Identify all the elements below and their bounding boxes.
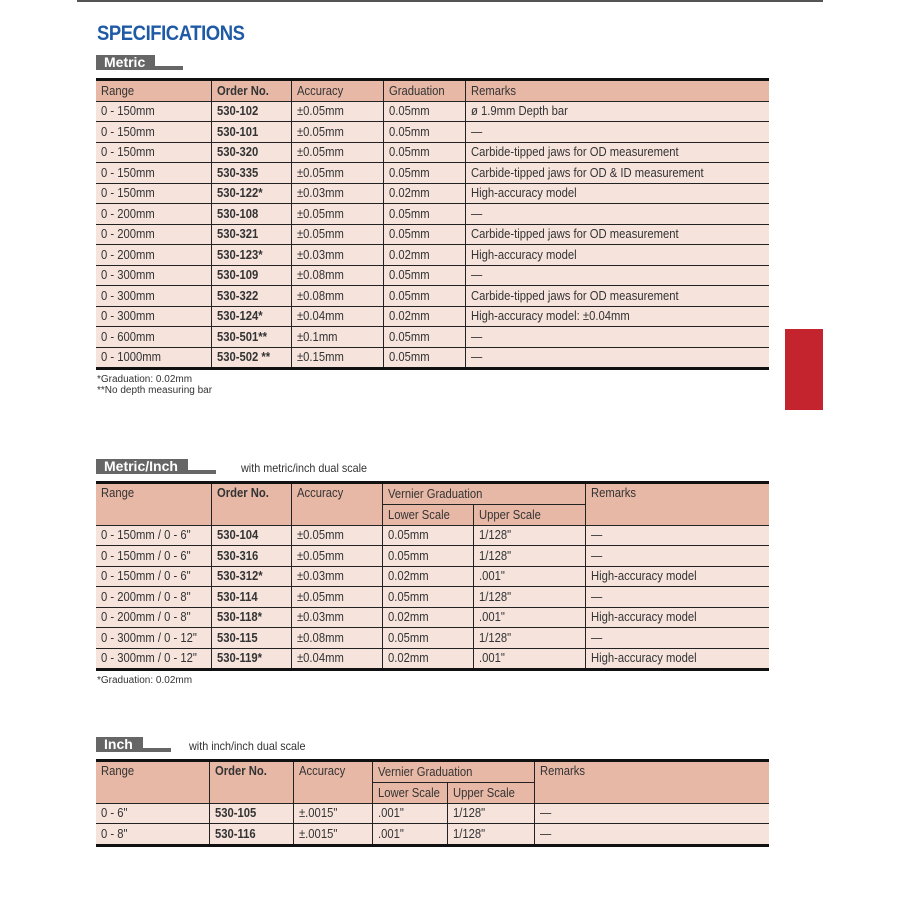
cell-range: 0 - 150mm / 0 - 6" [96, 546, 211, 567]
header-remarks: Remarks [465, 80, 769, 102]
table-row [96, 101, 769, 122]
table-row [96, 648, 769, 670]
cell-order-no: 530-316 [211, 546, 291, 567]
cell-lower-scale: 0.05mm [382, 546, 473, 567]
cell-remarks: High-accuracy model: ±0.04mm [465, 306, 769, 327]
cell-order-no: 530-101 [211, 122, 291, 143]
cell-order-no: 530-312* [211, 566, 291, 587]
cell-accuracy: ±0.03mm [291, 183, 383, 204]
cell-order-no: 530-102 [211, 101, 291, 122]
cell-accuracy: ±0.1mm [291, 327, 383, 348]
cell-remarks: High-accuracy model [465, 245, 769, 266]
cell-remarks: — [534, 803, 769, 824]
metric-inch-subtitle: with metric/inch dual scale [241, 461, 368, 475]
table-row [96, 566, 769, 587]
red-side-tab [785, 329, 823, 410]
cell-upper-scale: .001" [473, 607, 585, 628]
cell-order-no: 530-123* [211, 245, 291, 266]
metric-inch-section-tag [96, 459, 216, 474]
header-vernier-graduation: Vernier Graduation [372, 761, 534, 783]
cell-graduation: 0.05mm [383, 204, 465, 225]
cell-range: 0 - 150mm [96, 183, 211, 204]
cell-graduation: 0.02mm [383, 245, 465, 266]
cell-upper-scale: 1/128" [473, 546, 585, 567]
table-row [96, 327, 769, 348]
header-accuracy: Accuracy [293, 761, 372, 804]
cell-lower-scale: 0.05mm [382, 525, 473, 546]
table-row [96, 183, 769, 204]
cell-remarks: — [465, 327, 769, 348]
cell-accuracy: ±0.08mm [291, 265, 383, 286]
table-row [96, 824, 769, 846]
cell-order-no: 530-104 [211, 525, 291, 546]
cell-range: 0 - 300mm [96, 306, 211, 327]
cell-range: 0 - 150mm [96, 122, 211, 143]
cell-accuracy: ±0.03mm [291, 566, 382, 587]
header-vernier-graduation: Vernier Graduation [382, 483, 585, 505]
cell-remarks: — [465, 347, 769, 369]
cell-range: 0 - 200mm [96, 224, 211, 245]
cell-range: 0 - 8" [96, 824, 209, 846]
cell-accuracy: ±0.05mm [291, 142, 383, 163]
cell-graduation: 0.05mm [383, 265, 465, 286]
cell-range: 0 - 150mm / 0 - 6" [96, 525, 211, 546]
cell-accuracy: ±0.04mm [291, 648, 382, 670]
cell-accuracy: ±0.04mm [291, 306, 383, 327]
cell-range: 0 - 200mm / 0 - 8" [96, 587, 211, 608]
table-row [96, 546, 769, 567]
table-row [96, 142, 769, 163]
cell-lower-scale: 0.05mm [382, 587, 473, 608]
cell-range: 0 - 300mm [96, 286, 211, 307]
cell-upper-scale: .001" [473, 566, 585, 587]
table-row [96, 265, 769, 286]
cell-range: 0 - 150mm [96, 163, 211, 184]
metric-inch-footnotes [97, 675, 192, 686]
cell-graduation: 0.05mm [383, 122, 465, 143]
cell-remarks: Carbide-tipped jaws for OD measurement [465, 286, 769, 307]
cell-accuracy: ±0.05mm [291, 163, 383, 184]
cell-order-no: 530-321 [211, 224, 291, 245]
cell-lower-scale: .001" [372, 803, 447, 824]
cell-order-no: 530-124* [211, 306, 291, 327]
table-row [96, 224, 769, 245]
table-header-row [96, 761, 769, 783]
header-order-no: Order No. [211, 483, 291, 526]
cell-accuracy: ±.0015" [293, 803, 372, 824]
header-range: Range [96, 761, 209, 804]
cell-upper-scale: 1/128" [473, 587, 585, 608]
cell-remarks: High-accuracy model [585, 648, 769, 670]
header-order-no: Order No. [211, 80, 291, 102]
table-row [96, 628, 769, 649]
table-row [96, 587, 769, 608]
cell-order-no: 530-115 [211, 628, 291, 649]
cell-lower-scale: 0.02mm [382, 648, 473, 670]
cell-order-no: 530-322 [211, 286, 291, 307]
footnote: **No depth measuring bar [97, 385, 213, 396]
cell-remarks: — [465, 204, 769, 225]
cell-remarks: — [585, 525, 769, 546]
table-row [96, 306, 769, 327]
cell-order-no: 530-118* [211, 607, 291, 628]
cell-range: 0 - 300mm / 0 - 12" [96, 628, 211, 649]
header-remarks: Remarks [585, 483, 769, 526]
cell-accuracy: ±.0015" [293, 824, 372, 846]
cell-lower-scale: 0.02mm [382, 607, 473, 628]
top-rule [77, 0, 823, 2]
cell-range: 0 - 150mm / 0 - 6" [96, 566, 211, 587]
cell-graduation: 0.05mm [383, 327, 465, 348]
cell-order-no: 530-501** [211, 327, 291, 348]
cell-remarks: — [585, 587, 769, 608]
metric-section-tag [96, 55, 183, 70]
metric-section-label: Metric [96, 55, 155, 70]
cell-range: 0 - 150mm [96, 142, 211, 163]
cell-lower-scale: 0.02mm [382, 566, 473, 587]
footnote: *Graduation: 0.02mm [97, 374, 193, 385]
cell-graduation: 0.05mm [383, 286, 465, 307]
footnote: *Graduation: 0.02mm [97, 675, 193, 686]
cell-order-no: 530-335 [211, 163, 291, 184]
header-graduation: Graduation [383, 80, 465, 102]
cell-order-no: 530-116 [209, 824, 293, 846]
inch-spec-table [96, 759, 769, 847]
tag-tail [155, 66, 183, 70]
table-row [96, 245, 769, 266]
inch-section-label: Inch [96, 737, 143, 752]
table-row [96, 803, 769, 824]
cell-graduation: 0.02mm [383, 306, 465, 327]
inch-section-tag [96, 737, 171, 752]
header-accuracy: Accuracy [291, 80, 383, 102]
cell-upper-scale: 1/128" [473, 525, 585, 546]
cell-upper-scale: 1/128" [447, 824, 534, 846]
cell-lower-scale: .001" [372, 824, 447, 846]
cell-order-no: 530-122* [211, 183, 291, 204]
cell-accuracy: ±0.15mm [291, 347, 383, 369]
table-header-row [96, 80, 769, 102]
header-order-no: Order No. [209, 761, 293, 804]
metric-inch-section-label: Metric/Inch [96, 459, 188, 474]
header-remarks: Remarks [534, 761, 769, 804]
cell-remarks: High-accuracy model [585, 566, 769, 587]
cell-graduation: 0.05mm [383, 163, 465, 184]
header-lower-scale: Lower Scale [372, 783, 447, 804]
cell-range: 0 - 200mm / 0 - 8" [96, 607, 211, 628]
cell-range: 0 - 200mm [96, 245, 211, 266]
table-row [96, 286, 769, 307]
cell-upper-scale: 1/128" [447, 803, 534, 824]
cell-accuracy: ±0.05mm [291, 204, 383, 225]
cell-accuracy: ±0.05mm [291, 122, 383, 143]
table-row [96, 607, 769, 628]
header-upper-scale: Upper Scale [447, 783, 534, 804]
metric-inch-spec-table [96, 481, 769, 671]
cell-range: 0 - 150mm [96, 101, 211, 122]
metric-footnotes [97, 374, 212, 396]
cell-order-no: 530-119* [211, 648, 291, 670]
cell-order-no: 530-105 [209, 803, 293, 824]
table-header-row [96, 483, 769, 505]
cell-remarks: — [585, 628, 769, 649]
cell-remarks: High-accuracy model [465, 183, 769, 204]
cell-lower-scale: 0.05mm [382, 628, 473, 649]
cell-order-no: 530-109 [211, 265, 291, 286]
tag-tail [143, 748, 171, 752]
header-lower-scale: Lower Scale [382, 505, 473, 526]
cell-remarks: ø 1.9mm Depth bar [465, 101, 769, 122]
cell-graduation: 0.05mm [383, 224, 465, 245]
header-accuracy: Accuracy [291, 483, 382, 526]
table-row [96, 525, 769, 546]
table-row [96, 122, 769, 143]
header-range: Range [96, 483, 211, 526]
cell-remarks: — [465, 265, 769, 286]
cell-remarks: Carbide-tipped jaws for OD & ID measurement [465, 163, 769, 184]
cell-remarks: — [534, 824, 769, 846]
cell-graduation: 0.05mm [383, 347, 465, 369]
cell-accuracy: ±0.08mm [291, 628, 382, 649]
inch-subtitle: with inch/inch dual scale [189, 739, 306, 753]
cell-accuracy: ±0.03mm [291, 245, 383, 266]
cell-remarks: — [585, 546, 769, 567]
cell-range: 0 - 300mm / 0 - 12" [96, 648, 211, 670]
cell-remarks: — [465, 122, 769, 143]
cell-order-no: 530-108 [211, 204, 291, 225]
cell-remarks: Carbide-tipped jaws for OD measurement [465, 224, 769, 245]
cell-accuracy: ±0.08mm [291, 286, 383, 307]
cell-accuracy: ±0.05mm [291, 525, 382, 546]
cell-graduation: 0.05mm [383, 142, 465, 163]
cell-range: 0 - 1000mm [96, 347, 211, 369]
cell-accuracy: ±0.05mm [291, 587, 382, 608]
cell-upper-scale: 1/128" [473, 628, 585, 649]
table-row [96, 163, 769, 184]
cell-remarks: Carbide-tipped jaws for OD measurement [465, 142, 769, 163]
cell-range: 0 - 6" [96, 803, 209, 824]
cell-range: 0 - 300mm [96, 265, 211, 286]
cell-order-no: 530-502 ** [211, 347, 291, 369]
cell-order-no: 530-114 [211, 587, 291, 608]
header-upper-scale: Upper Scale [473, 505, 585, 526]
tag-tail [188, 470, 216, 474]
cell-remarks: High-accuracy model [585, 607, 769, 628]
page-title: SPECIFICATIONS [97, 22, 245, 45]
cell-accuracy: ±0.05mm [291, 224, 383, 245]
table-row [96, 347, 769, 369]
cell-upper-scale: .001" [473, 648, 585, 670]
cell-graduation: 0.02mm [383, 183, 465, 204]
cell-graduation: 0.05mm [383, 101, 465, 122]
header-range: Range [96, 80, 211, 102]
cell-range: 0 - 200mm [96, 204, 211, 225]
metric-spec-table [96, 78, 769, 370]
cell-order-no: 530-320 [211, 142, 291, 163]
cell-accuracy: ±0.05mm [291, 546, 382, 567]
table-row [96, 204, 769, 225]
cell-accuracy: ±0.03mm [291, 607, 382, 628]
cell-range: 0 - 600mm [96, 327, 211, 348]
cell-accuracy: ±0.05mm [291, 101, 383, 122]
